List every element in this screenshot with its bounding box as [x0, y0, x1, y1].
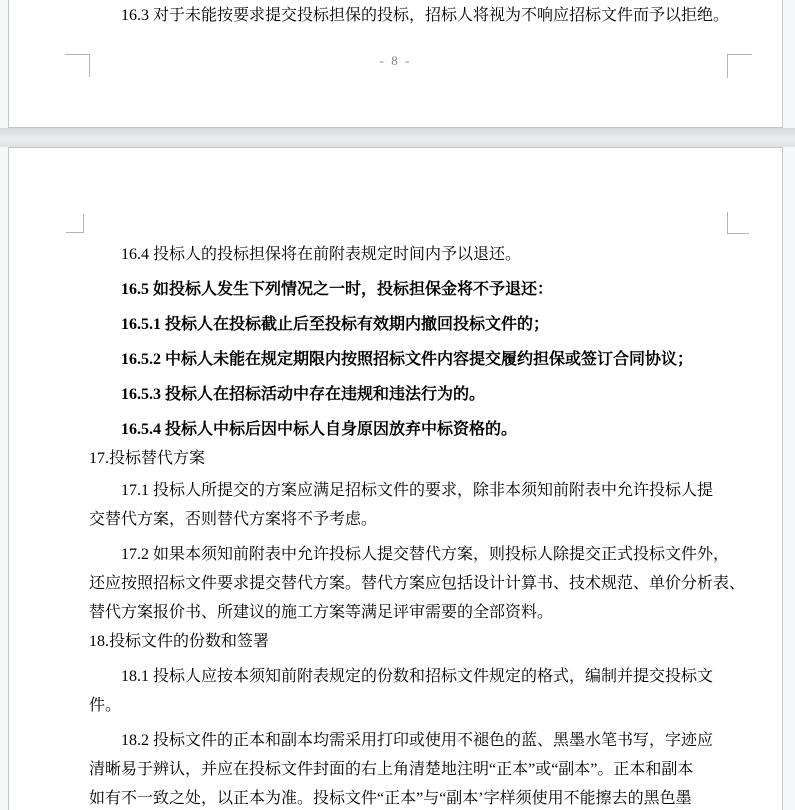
- document-line: 16.5.3 投标人在招标活动中存在违规和违法行为的。: [121, 386, 486, 403]
- document-line: 如有不一致之处，以正本为准。投标文件“正本”与“副本’字样须使用不能擦去的黑色墨: [89, 790, 692, 807]
- document-line: 17.1 投标人所提交的方案应满足招标文件的要求，除非本须知前附表中允许投标人提: [121, 482, 714, 499]
- document-line: 还应按照招标文件要求提交替代方案。替代方案应包括设计计算书、技术规范、单价分析表、: [89, 575, 746, 592]
- document-line: 16.3 对于未能按要求提交投标担保的投标，招标人将视为不响应招标文件而予以拒绝。: [121, 7, 730, 24]
- document-line: 替代方案报价书、所建议的施工方案等满足评审需要的全部资料。: [89, 604, 554, 621]
- document-line: 16.4 投标人的投标担保将在前附表规定时间内予以退还。: [121, 246, 522, 263]
- document-line: 16.5.1 投标人在投标截止后至投标有效期内撤回投标文件的；: [121, 316, 550, 333]
- page-separator: [0, 128, 795, 147]
- document-line: 清晰易于辨认，并应在投标文件封面的右上角清楚地注明“正本”或“副本”。正本和副本: [89, 761, 694, 778]
- document-body: [89, 240, 751, 810]
- document-line: 17.2 如果本须知前附表中允许投标人提交替代方案，则投标人除提交正式投标文件外，: [121, 546, 730, 563]
- document-line: 16.5.4 投标人中标后因中标人自身原因放弃中标资格的。: [121, 421, 518, 438]
- document-page-8[interactable]: [8, 0, 783, 128]
- document-line: 18.1 投标人应按本须知前附表规定的份数和招标文件规定的格式，编制并提交投标文: [121, 668, 714, 685]
- document-line: 17.投标替代方案: [89, 450, 206, 467]
- document-line: 18.2 投标文件的正本和副本均需采用打印或使用不褪色的蓝、黑墨水笔书写，字迹应: [121, 732, 714, 749]
- document-line: 16.5.2 中标人未能在规定期限内按照招标文件内容提交履约担保或签订合同协议；: [121, 351, 694, 368]
- document-page-9[interactable]: [8, 147, 783, 810]
- document-line: 18.投标文件的份数和签署: [89, 633, 270, 650]
- page-margin-mark-top-right: [727, 212, 749, 234]
- document-line: 件。: [89, 697, 122, 714]
- document-line: 16.5 如投标人发生下列情况之一时，投标担保金将不予退还：: [121, 281, 554, 298]
- page-number: - 8 -: [379, 53, 412, 68]
- page-margin-mark-top-left: [66, 214, 84, 233]
- document-line: 交替代方案，否则替代方案将不予考虑。: [89, 511, 378, 528]
